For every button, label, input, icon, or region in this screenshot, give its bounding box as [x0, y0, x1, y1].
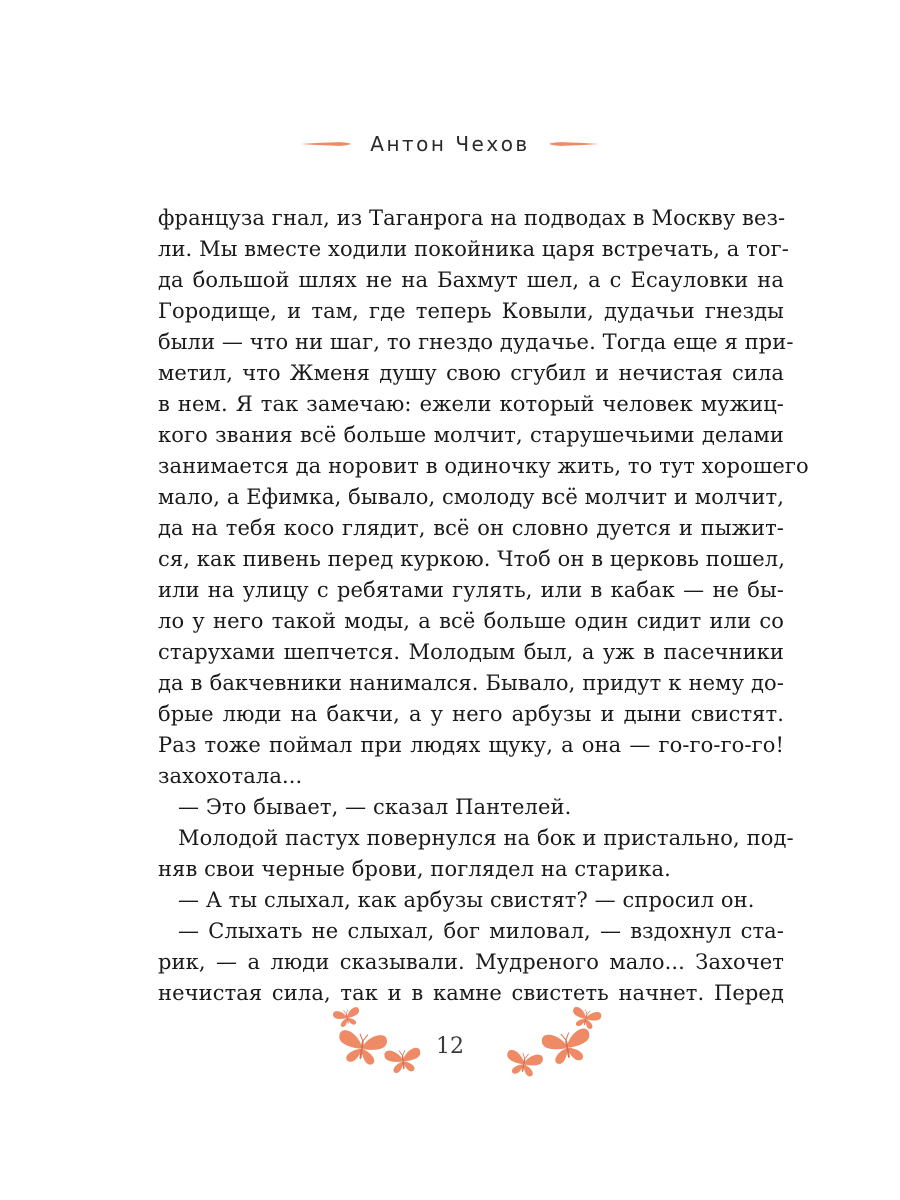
text-line: в нем. Я так замечаю: ежели который человек мужиц- — [158, 392, 784, 416]
text-line: мало, а Ефимка, бывало, смолоду всё молчит и молчит, — [158, 485, 784, 509]
right-ornament-icon — [548, 139, 600, 149]
butterfly-icon — [384, 1047, 422, 1074]
text-line: занимается да норовит в одиночку жить, то тут хорошего — [158, 454, 809, 478]
page-number: 12 — [436, 1034, 464, 1059]
butterfly-icon — [570, 1006, 602, 1031]
text-line: ся, как пивень перед куркою. Чтоб он в церковь пошел, — [158, 547, 785, 571]
text-line: няв свои черные брови, поглядел на старика. — [158, 857, 671, 881]
text-line: да большой шлях не на Бахмут шел, а с Есауловки на — [158, 268, 784, 292]
butterfly-icon — [504, 1049, 543, 1078]
text-line: Городище, и там, где теперь Ковыли, дудачьи гнезды — [158, 299, 784, 323]
text-line: ло у него такой моды, а всё больше один сидит или со — [158, 609, 784, 633]
text-line: рик, — а люди сказывали. Мудреного мало... Захочет — [158, 950, 784, 974]
text-line: нечистая сила, так и в камне свистеть начнет. Перед — [158, 981, 784, 1005]
text-line: да на тебя косо глядит, всё он словно дуется и пыжит- — [158, 516, 784, 540]
text-line: или на улицу с ребятами гулять, или в кабак — не бы- — [158, 578, 784, 602]
text-line: брые люди на бакчи, а у него арбузы и дыни свистят. — [158, 702, 784, 726]
text-line: ли. Мы вместе ходили покойника царя встречать, а тог- — [158, 237, 789, 261]
butterfly-icon — [336, 1029, 388, 1066]
text-line: были — что ни шаг, то гнездо дудачье. Тогда еще я при- — [158, 330, 794, 354]
text-line: — Слыхать не слыхал, бог миловал, — вздохнул ста- — [178, 919, 784, 943]
running-head — [0, 126, 900, 162]
text-line: старухами шепчется. Молодым был, а уж в пасечники — [158, 640, 784, 664]
text-line: да в бакчевники нанимался. Бывало, придут к нему до- — [158, 671, 784, 695]
text-line: кого звания всё больше молчит, старушечьими делами — [158, 423, 784, 447]
text-line: — Это бывает, — сказал Пантелей. — [178, 795, 572, 819]
text-line: Раз тоже поймал при людях щуку, а она — го-го-го-го! — [158, 733, 784, 757]
text-line: захохотала... — [158, 764, 303, 788]
text-line: — А ты слыхал, как арбузы свистят? — спросил он. — [178, 888, 755, 912]
butterfly-icon — [332, 1006, 361, 1028]
body-text — [158, 203, 809, 1009]
page-footer — [0, 1000, 900, 1100]
text-line: француза гнал, из Таганрога на подводах в Москву вез- — [158, 206, 786, 230]
running-head-title: Антон Чехов — [370, 132, 530, 156]
butterfly-icon — [541, 1028, 594, 1067]
text-line: Молодой пастух повернулся на бок и пристально, под- — [178, 826, 794, 850]
left-ornament-icon — [300, 139, 352, 149]
text-line: метил, что Жменя душу свою сгубил и нечистая сила — [158, 361, 784, 385]
